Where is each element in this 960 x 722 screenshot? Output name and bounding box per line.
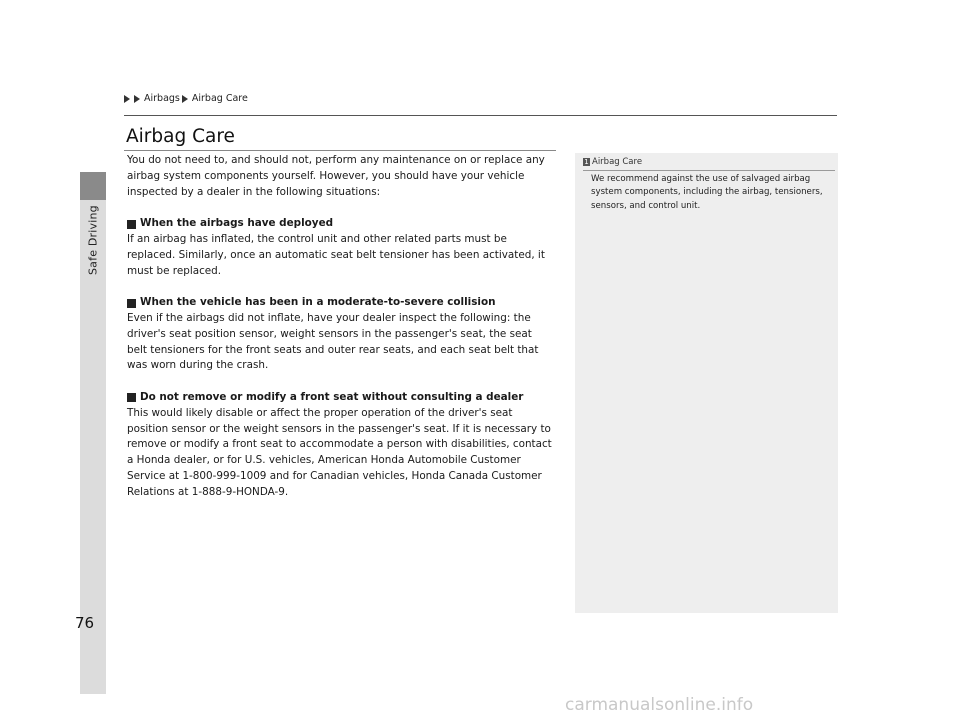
breadcrumb-arrow-icon [124, 95, 130, 103]
breadcrumb-item-airbags[interactable]: Airbags [144, 93, 180, 104]
breadcrumb-arrow-icon [134, 95, 140, 103]
section-label: Safe Driving [86, 205, 100, 275]
title-rule [124, 150, 556, 151]
breadcrumb-item-airbag-care[interactable]: Airbag Care [191, 93, 248, 104]
section-heading-text: When the vehicle has been in a moderate-to-severe collision [140, 296, 496, 309]
watermark: carmanualsonline.info [565, 695, 754, 715]
section-heading-text: Do not remove or modify a front seat without consulting a dealer [140, 390, 524, 403]
section-body: This would likely disable or affect the proper operation of the driver's seat position sensor or the weight sensors in the passenger's seat. If it is necessary to remove or modify a front seat to accommodate a person with disabilities, contact a Honda dealer, or for U.S. vehicles, American Honda Automobile Customer Service at 1-800-999-1009 and for Canadian vehicles, Honda Canada Customer Relations at 1-888-9-HONDA-9. [127, 406, 552, 498]
section-heading [127, 390, 555, 406]
breadcrumb [124, 93, 248, 104]
breadcrumb-arrow-icon [182, 95, 188, 103]
note-text: We recommend against the use of salvaged airbag system components, including the airbag, tensioners, sensors, and control unit. [591, 174, 823, 211]
note-header [583, 157, 642, 167]
note-rule [583, 170, 835, 171]
note-title: Airbag Care [592, 157, 643, 167]
section-tab-marker [80, 172, 106, 200]
intro-paragraph: You do not need to, and should not, perform any maintenance on or replace any airbag system components yourself. However, you should have your vehicle inspected by a dealer in the following situations: [127, 154, 545, 198]
section-heading [127, 295, 555, 311]
section-body: Even if the airbags did not inflate, have your dealer inspect the following: the driver's seat position sensor, weight sensors in the passenger's seat, the seat belt tensioners for the front seats and outer rear seats, and each seat belt that was worn during the crash. [127, 311, 539, 372]
section-body: If an airbag has inflated, the control unit and other related parts must be replaced. Similarly, once an automatic seat belt tensioner has been activated, it must be replaced. [127, 232, 545, 277]
note-panel [575, 153, 838, 613]
square-bullet-icon [127, 220, 136, 229]
main-content [127, 153, 555, 501]
section-heading-text: When the airbags have deployed [140, 217, 334, 230]
page-title: Airbag Care [126, 126, 235, 147]
note-number-badge: 1 [584, 158, 589, 166]
header-rule [124, 115, 837, 116]
page-number: 76 [75, 614, 95, 632]
square-bullet-icon [127, 393, 136, 402]
section-heading [127, 216, 555, 232]
square-bullet-icon [127, 299, 136, 308]
